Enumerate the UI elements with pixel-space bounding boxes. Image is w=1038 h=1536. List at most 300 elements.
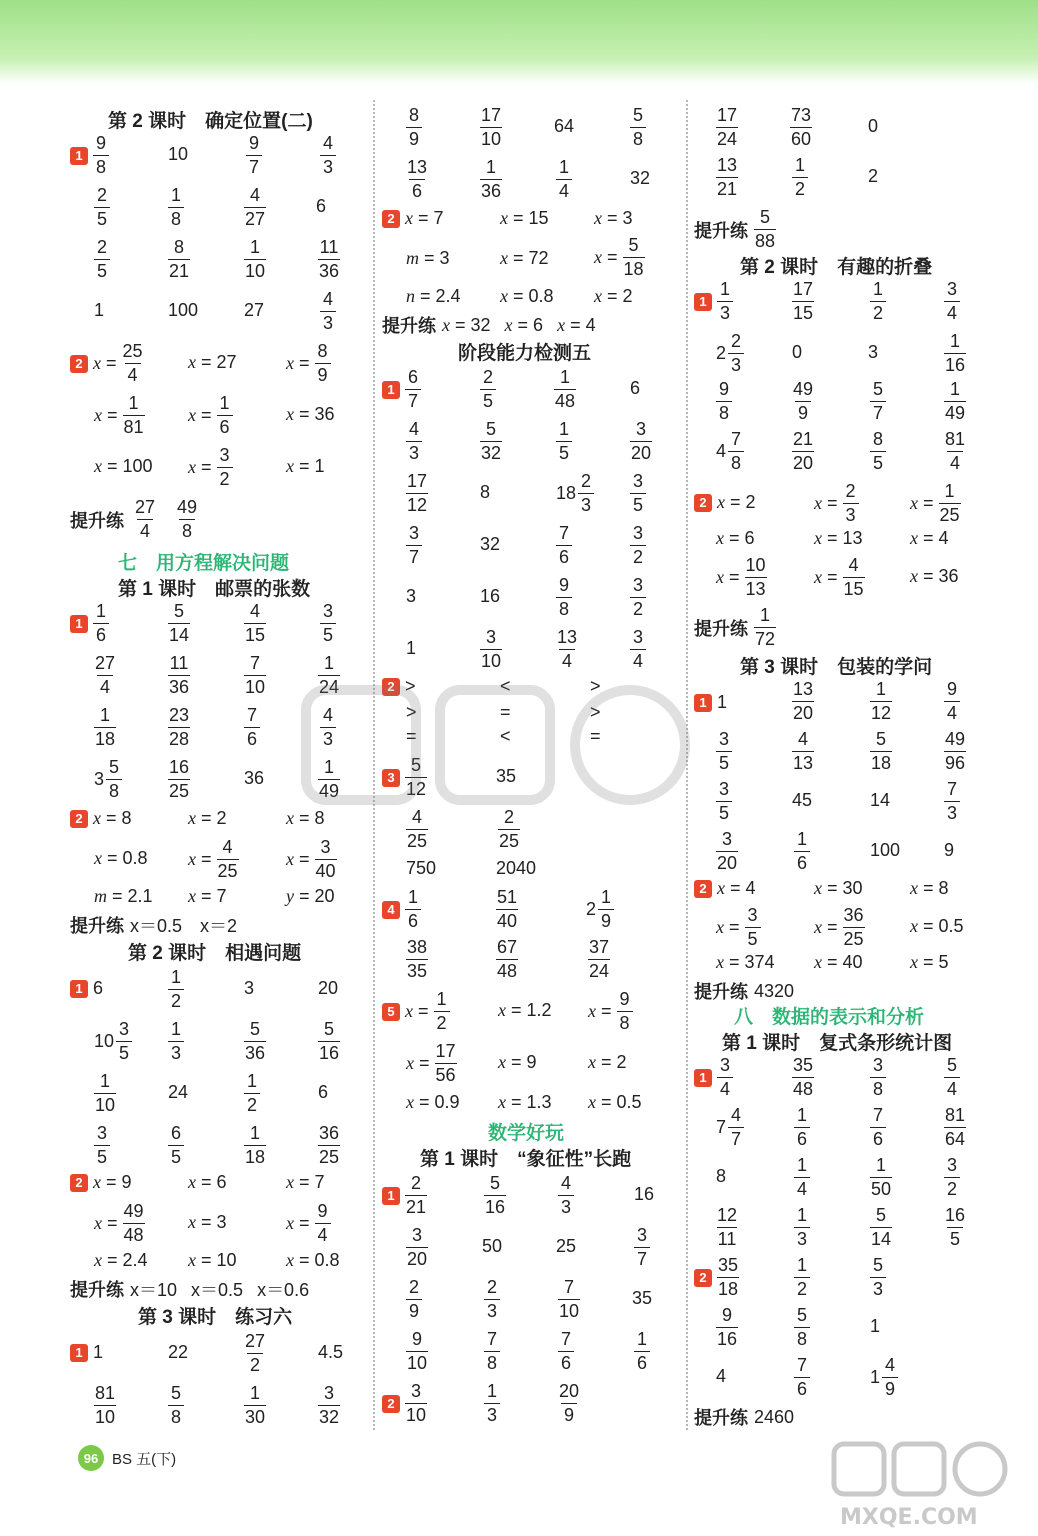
fraction: 4 27	[245, 185, 266, 229]
answer-item: 提升练 x＝10 x＝0.5 x＝0.6	[70, 1276, 309, 1302]
answer-item	[480, 104, 502, 151]
answer-item: 100	[168, 300, 199, 320]
fraction: 81 4	[945, 429, 966, 473]
answer-item	[168, 1122, 184, 1169]
fraction: 1 24	[319, 653, 340, 697]
answer-item	[318, 1018, 340, 1065]
answer-item	[716, 1204, 738, 1251]
column-divider	[686, 100, 688, 1430]
fraction: 13 6	[407, 157, 428, 201]
answer-item: 35	[496, 766, 517, 786]
fraction: 3 40	[315, 837, 336, 881]
answer-item	[694, 1254, 739, 1301]
fraction: 6 7	[405, 366, 421, 413]
question-marker: 1	[694, 694, 712, 712]
practice-label: 提升练	[70, 916, 124, 936]
fraction: 1 5	[556, 418, 572, 465]
fraction: 3 20	[407, 1225, 428, 1269]
fraction: 8 5	[870, 428, 886, 475]
fraction: 5 8	[106, 756, 122, 803]
section-title: 第 2 课时 有趣的折叠	[740, 257, 933, 278]
answer-item	[168, 1382, 184, 1429]
fraction: 7 6	[870, 1104, 886, 1151]
fraction: 1 2	[870, 278, 886, 325]
question-marker: 2	[70, 1174, 88, 1192]
practice-label: 提升练	[694, 1408, 748, 1428]
fraction: 9 7	[246, 132, 262, 179]
fraction: 17 15	[793, 279, 814, 323]
answer-item	[70, 496, 198, 543]
answer-item: m = 3	[406, 248, 450, 268]
practice-label: 提升练	[694, 618, 748, 639]
answer-item	[716, 728, 732, 775]
fraction: 7 10	[559, 1277, 580, 1321]
answer-item	[382, 366, 421, 413]
fraction: 3 2	[944, 1154, 960, 1201]
answer-item: 1 1	[70, 1342, 103, 1363]
fraction: 4 25	[407, 807, 428, 851]
edition-label: BS 五(下)	[112, 1450, 177, 1468]
answer-item: >	[590, 702, 601, 722]
answer-item	[630, 522, 646, 569]
answer-item: x = 0.5	[910, 916, 964, 936]
fraction: 9 4	[944, 678, 960, 725]
answer-item: 25	[556, 1236, 577, 1256]
answer-item: x = 8	[910, 878, 949, 898]
answer-item	[318, 1122, 340, 1169]
answer-item: x = 17 56	[406, 1041, 456, 1085]
fraction: 5 88	[755, 207, 776, 251]
fraction: 1 10	[245, 237, 266, 281]
fraction: 1 36	[481, 157, 502, 201]
fraction: 5 8	[630, 104, 646, 151]
answer-item: x = 9 8	[588, 988, 633, 1035]
answer-item	[792, 378, 814, 425]
answer-item: 提升练 x＝0.5 x＝2	[70, 912, 237, 938]
answer-item	[168, 236, 190, 283]
fraction: 2 25	[499, 807, 520, 851]
answer-item: 8	[480, 482, 491, 502]
fraction: 3 5	[716, 728, 732, 775]
answer-item	[94, 1122, 110, 1169]
answer-item: x = 9 4	[286, 1200, 331, 1247]
answer-item: 7 4 7	[716, 1104, 744, 1151]
answer-item: =	[406, 726, 417, 746]
question-marker: 1	[70, 1344, 88, 1362]
answer-item: =	[590, 726, 601, 746]
answer-item: x = 3	[594, 208, 633, 228]
corner-watermark	[830, 1440, 1030, 1530]
fraction: 4 3	[320, 132, 336, 179]
answer-item: 32	[480, 534, 501, 554]
fraction: 27 2	[245, 1331, 266, 1375]
answer-item: 9	[944, 840, 955, 860]
question-marker: 4	[382, 901, 400, 919]
unit-title: 八 数据的表示和分析	[734, 1007, 925, 1028]
answer-item: 1	[94, 300, 105, 320]
answer-item	[406, 418, 422, 465]
fraction: 4 15	[843, 555, 864, 599]
answer-item	[406, 936, 428, 983]
practice-label: 提升练	[70, 1280, 124, 1300]
fraction: 4 3	[320, 704, 336, 751]
answer-item: >	[406, 702, 417, 722]
answer-item	[94, 1382, 116, 1429]
page-footer	[78, 1445, 176, 1471]
answer-item	[244, 1070, 260, 1117]
fraction: 5 18	[871, 729, 892, 773]
question-marker: 2	[694, 880, 712, 898]
answer-item: x = 6	[716, 528, 755, 548]
answer-item	[244, 1330, 266, 1377]
answer-item: x = 7	[286, 1172, 325, 1192]
fraction: 7 8	[484, 1328, 500, 1375]
answer-item: 3 5 8	[94, 756, 122, 803]
answer-item	[556, 156, 572, 203]
question-marker: 2	[382, 1395, 400, 1413]
answer-item	[480, 626, 502, 673]
section-title: 第 1 课时 复式条形统计图	[722, 1033, 953, 1054]
fraction: 27 4	[135, 497, 156, 541]
answer-item: x = 2 3	[814, 480, 859, 527]
answer-item	[794, 828, 810, 875]
fraction: 3 7	[406, 522, 422, 569]
answer-item	[944, 278, 960, 325]
answer-item: x = 10 13	[716, 555, 766, 599]
answer-item	[694, 278, 733, 325]
answer-item: x = 1.3	[498, 1092, 552, 1112]
answer-item: 16	[634, 1184, 655, 1204]
fraction: 3 5	[745, 904, 761, 951]
answer-item	[556, 522, 572, 569]
page-number: 96	[78, 1445, 104, 1471]
fraction: 11 36	[319, 237, 340, 281]
fraction: 17 10	[481, 105, 502, 149]
fraction: 37 24	[589, 937, 610, 981]
answer-item	[320, 132, 336, 179]
answer-item	[794, 1254, 810, 1301]
answer-item: x = 5 18	[594, 235, 644, 279]
question-marker: 2	[382, 210, 400, 228]
answer-item: x = 9	[498, 1052, 537, 1072]
fraction: 3 20	[717, 829, 738, 873]
answer-item: 16	[480, 586, 501, 606]
section-title: 第 3 课时 包装的学问	[740, 657, 933, 678]
question-marker: 2	[70, 355, 88, 373]
answer-item: 36	[244, 768, 265, 788]
fraction: 49 96	[945, 729, 966, 773]
fraction: 1 6	[93, 600, 109, 647]
question-marker: 1	[70, 980, 88, 998]
answer-item	[168, 184, 184, 231]
answer-item: 6	[318, 1082, 329, 1102]
answer-item	[716, 378, 732, 425]
fraction: 1 3	[168, 1018, 184, 1065]
fraction: 1 8	[168, 184, 184, 231]
answer-item: n = 2.4	[406, 286, 461, 306]
unit-title: 七 用方程解决问题	[118, 553, 290, 574]
answer-item: x = 4	[910, 528, 949, 548]
answer-item: <	[500, 726, 511, 746]
fraction: 2 5	[94, 236, 110, 283]
fraction: 1 18	[95, 705, 116, 749]
fraction: 21 20	[793, 429, 814, 473]
answer-item	[792, 154, 808, 201]
answer-item: 1	[870, 1316, 881, 1336]
answer-item	[70, 132, 109, 179]
fraction: 5 14	[871, 1205, 892, 1249]
answer-item	[168, 652, 190, 699]
fraction: 9 10	[407, 1329, 428, 1373]
fraction: 3 2	[630, 522, 646, 569]
answer-item: 35	[632, 1288, 653, 1308]
fraction: 38 35	[407, 937, 428, 981]
answer-item: 1 4 9	[870, 1354, 898, 1401]
answer-item	[406, 522, 422, 569]
answer-item: 2 x = 4	[694, 878, 756, 899]
answer-item	[944, 1204, 966, 1251]
fraction: 25 4	[122, 341, 143, 385]
fraction: 1 72	[755, 605, 776, 649]
answer-item: m = 2.1	[94, 886, 153, 906]
answer-item	[94, 236, 110, 283]
practice-label: 提升练	[694, 220, 748, 241]
answer-item	[716, 104, 738, 151]
fraction: 1 2	[792, 154, 808, 201]
answer-item	[382, 1172, 427, 1219]
fraction: 3 20	[631, 419, 652, 463]
answer-item	[554, 366, 576, 413]
answer-item: x = 2	[188, 808, 227, 828]
section-title: 第 3 课时 练习六	[138, 1307, 293, 1328]
fraction: 35 18	[718, 1255, 739, 1299]
answer-item	[480, 156, 502, 203]
answer-item	[792, 678, 814, 725]
answer-item	[794, 1204, 810, 1251]
answer-item	[168, 966, 184, 1013]
fraction: 3 10	[406, 1381, 427, 1425]
answer-item: 10	[168, 144, 189, 164]
fraction: 27 4	[95, 653, 116, 697]
fraction: 1 2	[794, 1254, 810, 1301]
answer-item: 2	[868, 166, 879, 186]
answer-item	[792, 728, 814, 775]
answer-item	[870, 378, 886, 425]
answer-item	[558, 1276, 580, 1323]
answer-item	[244, 652, 266, 699]
answer-item	[556, 574, 572, 621]
answer-item	[870, 278, 886, 325]
fraction: 7 6	[244, 704, 260, 751]
answer-item	[716, 154, 738, 201]
fraction: 2 9	[406, 1276, 422, 1323]
fraction: 2 5	[480, 366, 496, 413]
answer-item	[406, 1276, 422, 1323]
fraction: 8 21	[169, 237, 190, 281]
answer-item: x = 7	[188, 886, 227, 906]
answer-item: x = 27	[188, 352, 237, 372]
answer-item	[484, 1328, 500, 1375]
fraction: 2 3	[484, 1276, 500, 1323]
fraction: 49 8	[177, 497, 198, 541]
section-title: 第 2 课时 相遇问题	[128, 943, 302, 964]
answer-item	[944, 1054, 960, 1101]
answer-item	[794, 1354, 810, 1401]
answer-item: x = 0.5	[588, 1092, 642, 1112]
answer-item: x = 36	[286, 404, 335, 424]
fraction: 3 7	[634, 1224, 650, 1271]
fraction: 3 2	[630, 574, 646, 621]
fraction: 3 32	[319, 1383, 340, 1427]
answer-item: 3	[868, 342, 879, 362]
answer-item	[382, 1380, 427, 1427]
question-marker: 1	[70, 615, 88, 633]
answer-item	[792, 278, 814, 325]
fraction: 12 11	[717, 1205, 738, 1249]
fraction: 2 5	[94, 184, 110, 231]
answer-item: 750	[406, 858, 437, 878]
fraction: 1 16	[945, 331, 966, 375]
answer-item: 4	[716, 1366, 727, 1386]
answer-item	[168, 756, 190, 803]
fraction: 8 9	[406, 104, 422, 151]
answer-item: x = 36 25	[814, 905, 864, 949]
answer-item	[318, 1382, 340, 1429]
fraction: 5 7	[870, 378, 886, 425]
answer-item: 32	[630, 168, 651, 188]
answer-item	[870, 428, 886, 475]
answer-item: x = 0.8	[94, 848, 148, 868]
fraction: 5 4	[944, 1054, 960, 1101]
answer-item	[382, 886, 421, 933]
answer-item	[94, 1070, 116, 1117]
answer-item	[244, 600, 266, 647]
fraction: 3 5	[630, 470, 646, 517]
answer-item: 6	[630, 378, 641, 398]
fraction: 5 32	[481, 419, 502, 463]
question-marker: 1	[70, 147, 88, 165]
answer-item	[944, 778, 960, 825]
answer-item: 8	[716, 1166, 727, 1186]
answer-item	[792, 428, 814, 475]
practice-label: 提升练	[382, 316, 436, 336]
fraction: 1 6	[794, 1104, 810, 1151]
answer-item: x = 4 15	[814, 555, 864, 599]
svg-text:MXQE.COM: MXQE.COM	[840, 1505, 978, 1530]
answer-item	[318, 236, 340, 283]
fraction: 3 5	[320, 600, 336, 647]
fraction: 7 8	[728, 428, 744, 475]
answer-item: 6	[316, 196, 327, 216]
answer-item: x = 2.4	[94, 1250, 148, 1270]
answer-item	[870, 678, 892, 725]
fraction: 1 6	[794, 828, 810, 875]
fraction: 1 25	[939, 481, 960, 525]
answer-item: 2 x = 9	[70, 1172, 132, 1193]
answer-item	[320, 288, 336, 335]
fraction: 7 6	[556, 522, 572, 569]
answer-item: x = 10	[188, 1250, 237, 1270]
fraction: 3 10	[481, 627, 502, 671]
fraction: 49 48	[123, 1201, 144, 1245]
answer-item: 50	[482, 1236, 503, 1256]
answer-item	[558, 1328, 574, 1375]
answer-item	[246, 132, 262, 179]
fraction: 1 50	[871, 1155, 892, 1199]
question-marker: 1	[382, 381, 400, 399]
answer-item	[484, 1276, 500, 1323]
fraction: 4 3	[558, 1172, 574, 1219]
answer-item: x = 2	[588, 1052, 627, 1072]
answer-item	[588, 936, 610, 983]
answer-item: 100	[870, 840, 901, 860]
fraction: 2 3	[728, 330, 744, 377]
fraction: 3 5	[116, 1018, 132, 1065]
question-marker: 1	[382, 1187, 400, 1205]
answer-item: x = 0.8	[500, 286, 554, 306]
fraction: 5 18	[623, 235, 644, 279]
fraction: 3 5	[94, 1122, 110, 1169]
fraction: 1 48	[555, 367, 576, 411]
answer-item: x = 0.8	[286, 1250, 340, 1270]
answer-item: 2 2 3	[716, 330, 744, 377]
section-title: 第 2 课时 确定位置(二)	[108, 111, 313, 132]
answer-item	[484, 1172, 506, 1219]
fraction: 10 13	[745, 555, 766, 599]
answer-item	[406, 1224, 428, 1271]
answer-item	[496, 936, 518, 983]
answer-item: x = 1.2	[498, 1000, 552, 1020]
answer-item	[630, 418, 652, 465]
answer-item	[318, 756, 340, 803]
answer-item	[634, 1224, 650, 1271]
practice-label: 提升练	[694, 982, 748, 1002]
answer-item: 22	[168, 1342, 189, 1362]
answer-item	[244, 1018, 266, 1065]
fraction: 13 20	[793, 679, 814, 723]
answer-item: x = 1 25	[910, 481, 960, 525]
answer-item	[870, 728, 892, 775]
fraction: 5 16	[485, 1173, 506, 1217]
unit-title: 数学好玩	[488, 1123, 565, 1144]
answer-item	[716, 828, 738, 875]
answer-item	[244, 184, 266, 231]
section-title: 第 1 课时 邮票的张数	[118, 579, 311, 600]
fraction: 9 8	[93, 132, 109, 179]
answer-item	[694, 1054, 733, 1101]
answer-item	[792, 1054, 814, 1101]
answer-item	[944, 378, 966, 425]
fraction: 1 4	[556, 156, 572, 203]
fraction: 4 3	[406, 418, 422, 465]
fraction: 36 25	[319, 1123, 340, 1167]
fraction: 16 25	[169, 757, 190, 801]
answer-item: x = 6	[188, 1172, 227, 1192]
answer-item: 10 3 5	[94, 1018, 132, 1065]
answer-item: 2040	[496, 858, 537, 878]
answer-item: x = 8 9	[286, 340, 331, 387]
fraction: 1 30	[245, 1383, 266, 1427]
fraction: 1 4	[794, 1154, 810, 1201]
fraction: 81 64	[945, 1105, 966, 1149]
answer-item: x = 3	[188, 1212, 227, 1232]
practice-label: 提升练	[70, 510, 124, 531]
answer-item	[630, 626, 646, 673]
answer-item	[716, 778, 732, 825]
fraction: 17 56	[435, 1041, 456, 1085]
answer-item: x = 0.9	[406, 1092, 460, 1112]
fraction: 2 21	[406, 1173, 427, 1217]
